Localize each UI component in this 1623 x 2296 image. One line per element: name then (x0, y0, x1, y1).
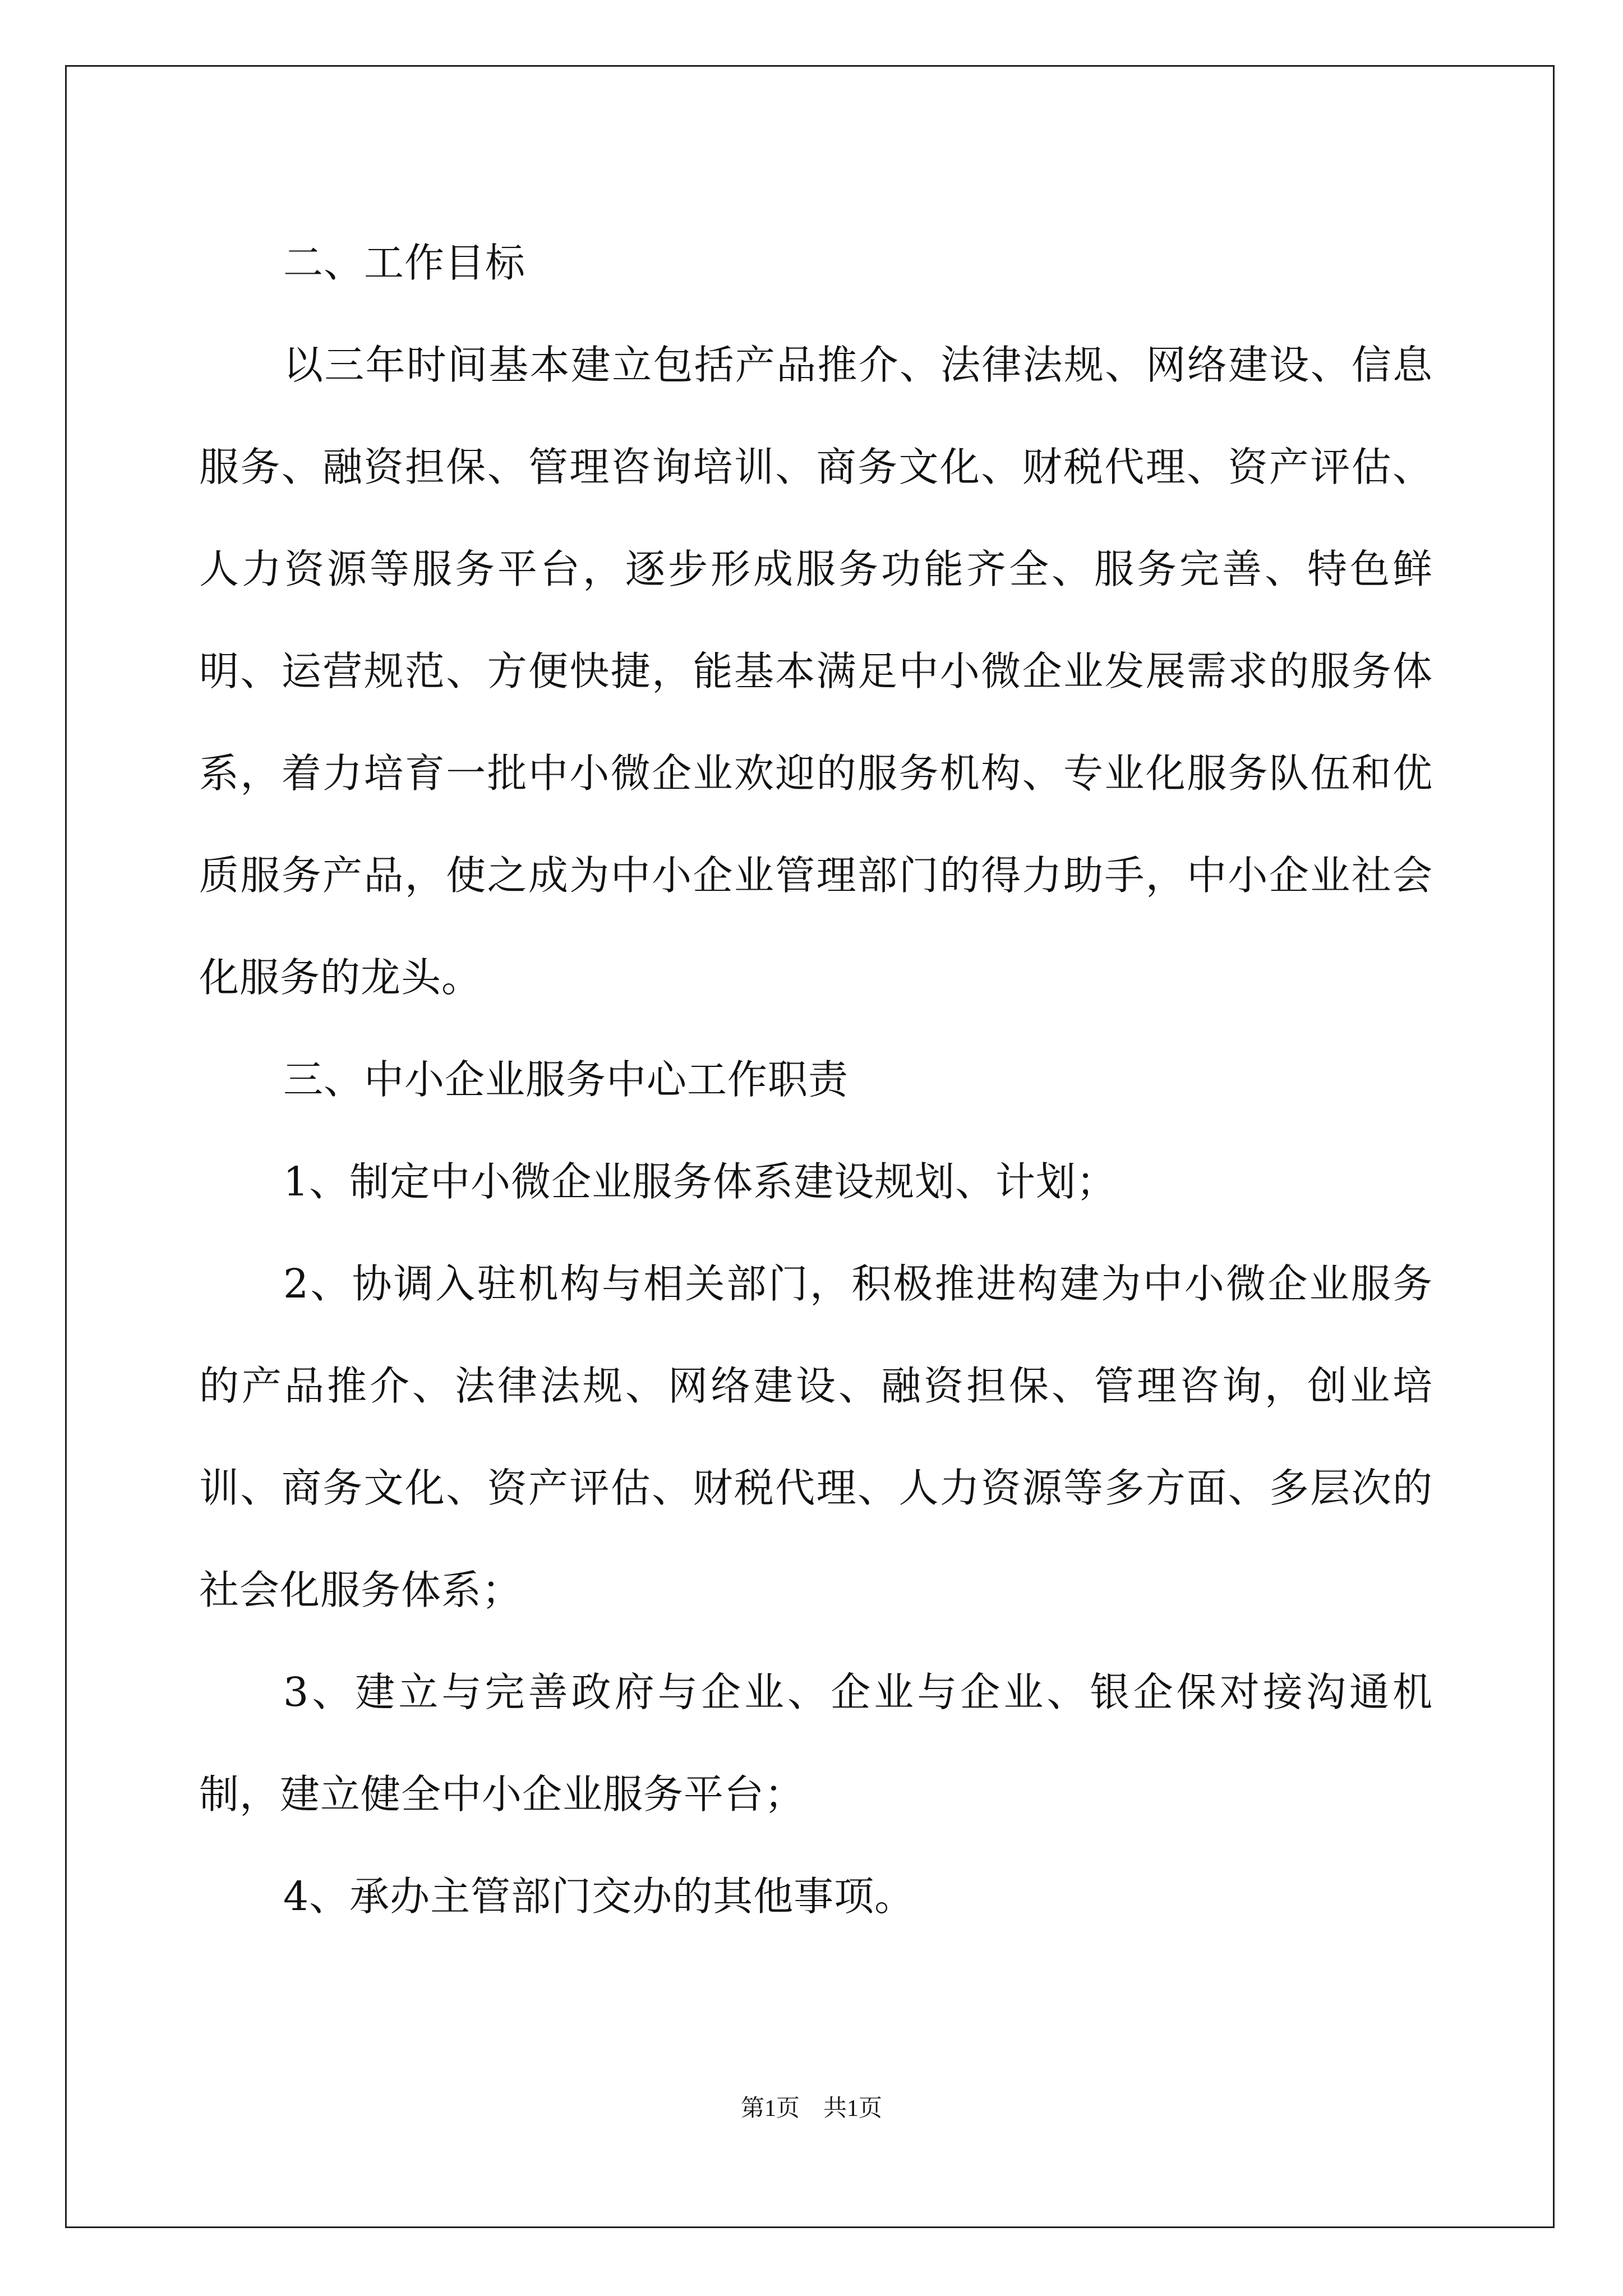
page-footer (0, 2090, 1623, 2123)
duty-item-1: 1、制定中小微企业服务体系建设规划、计划； (283, 1158, 1117, 1205)
document-body (199, 212, 1433, 1948)
duty-item-3: 3、建立与完善政府与企业、企业与企业、银企保对接沟通机制，建立健全中小企业服务平台； (199, 1669, 1433, 1818)
duty-item-2: 2、协调入驻机构与相关部门，积极推进构建为中小微企业服务的产品推介、法律法规、网络建设、融资担保、管理咨询，创业培训、商务文化、资产评估、财税代理、人力资源等多方面、多层次的社会化服务体系； (199, 1260, 1433, 1613)
duty-item-4: 4、承办主管部门交办的其他事项。 (283, 1873, 915, 1920)
section-heading-goals: 二、工作目标 (283, 240, 526, 286)
section-heading-duties: 三、中小企业服务中心工作职责 (283, 1056, 849, 1103)
paragraph-goals-body: 以三年时间基本建立包括产品推介、法律法规、网络建设、信息服务、融资担保、管理咨询培训、商务文化、财税代理、资产评估、人力资源等服务平台，逐步形成服务功能齐全、服务完善、特色鲜明、运营规范、方便快捷，能基本满足中小微企业发展需求的服务体系，着力培育一批中小微企业欢迎的服务机构、专业化服务队伍和优质服务产品，使之成为中小企业管理部门的得力助手，中小企业社会化服务的龙头。 (199, 342, 1433, 1001)
page-number: 第1页 共1页 (740, 2096, 882, 2122)
